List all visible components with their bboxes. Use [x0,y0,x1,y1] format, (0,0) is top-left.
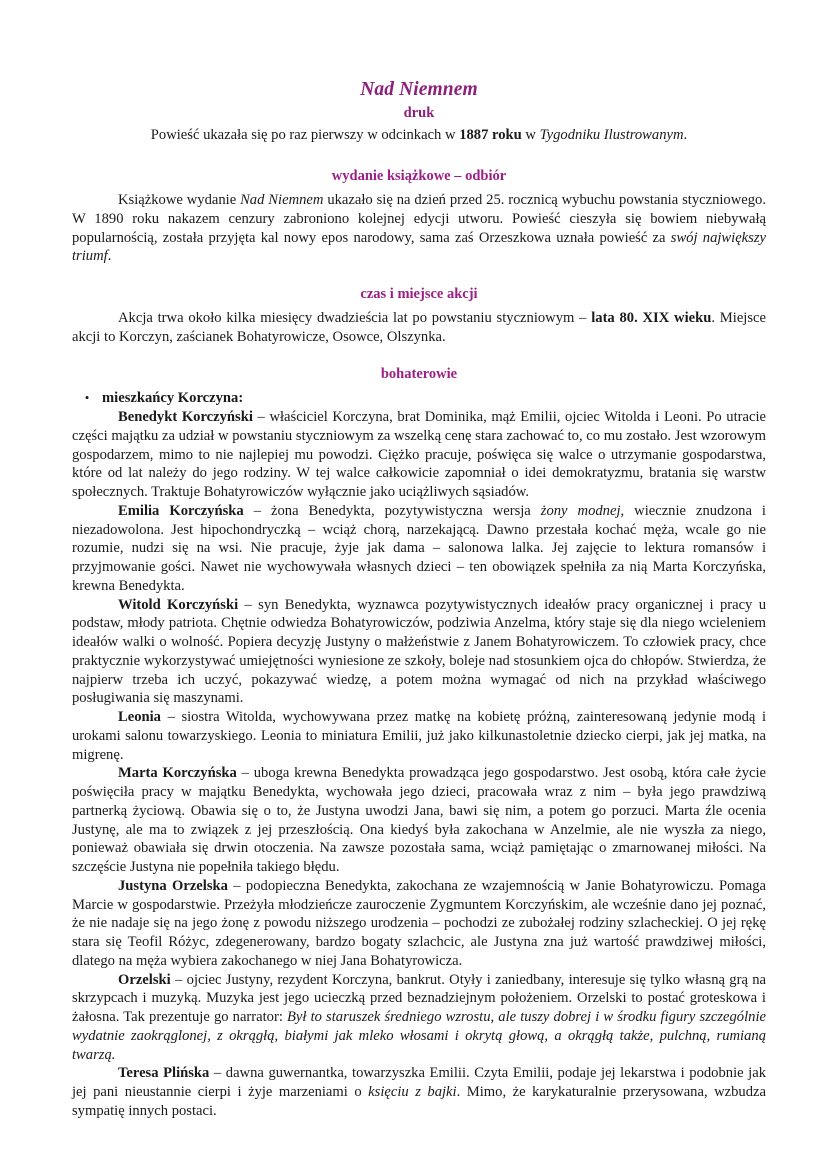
wydanie-title-italic: Nad Niemnem [240,192,324,209]
intro-text-2: w [521,126,540,143]
czas-era-bold: lata 80. XIX wieku [591,309,712,326]
character-description-part2: , wiecznie znudzona i niezadowolona. Jest hipochondryczką – wciąż chorą, narzekającą. Dawno przestała kochać męża, wcale go nie rozumie, nudzi się na wsi. Nie pracuje, żyje jak dama – salonowa lalka. Jej zajęcie to lektura romansów i przyjmowanie gości. Nawet nie wychowywała własnych dzieci – ten obowiązek spełniła za nią Marta Korczyńska, krewna Benedykta. [72,502,766,594]
character-dash: – [227,877,246,894]
bullet-label: mieszkańcy Korczyna: [102,390,244,407]
character-entry-leonia [72,708,766,764]
wydanie-triumf-italic: swój największy triumf [72,229,766,265]
character-name: Benedykt Korczyński [118,409,253,426]
character-name: Marta Korczyńska [118,765,237,782]
character-description-part1: dawna guwernantka, towarzyszka Emilii. Czyta Emilii, podaje jej lekarstwa i podobnie jak jej pani nieustannie cierpi i żyje marzeniami o [72,1065,766,1101]
character-description-part2: . Mimo, że karykaturalnie przerysowana, wzbudza sympatię innych postaci. [72,1084,766,1119]
character-description-italic: żony modnej [540,502,621,519]
spacer [72,144,766,167]
character-description: właściciel Korczyna, brat Dominika, mąż Emilii, ojciec Witolda i Leoni. Po utracie części majątku za udział w powstaniu styczniowym za wszelką cenę stara zachować to, co mu zostało. Jest wzorowym gospodarzem, mimo to nie najlepiej mu powodzi. Ciężko pracuje, poświęca się walce o utrzymanie gospodarstwa, które od lat należy do jego rodziny. W tej walce całkowicie zapomniał o idei demokratyzmu, bratania się warstw społecznych. Traktuje Bohatyrowiczów wyłącznie jako uciążliwych sąsiadów. [72,409,766,501]
character-dash: – [238,596,259,613]
section-body-czas [72,309,766,347]
spacer [72,346,766,365]
wydanie-text-2: ukazało się na dzień przed 25. rocznicą wybuchu powstania styczniowego. W 1890 roku nakazem cenzury zabroniono kolejnej edycji utworu. Powieść cieszyła się bowiem niebywałą popularnością, została przyjęta kal nowy epos narodowy, sama zaś Orzeszkowa uznała powieść za [72,192,766,246]
section-heading-wydanie: wydanie książkowe – odbiór [331,168,507,185]
wydanie-text-1: Książkowe wydanie [118,192,241,209]
character-description-part1: ojciec Justyny, rezydent Korczyna, bankrut. Otyły i zaniedbany, interesuje się tylko własną grą na skrzypcach i muzyką. Muzyka jest jego ucieczką przed beznadziejnym położeniem. Orzelski to postać groteskowa i żałosna. Tak prezentuje go narrator: [72,971,767,1026]
character-entry-benedykt [72,408,766,502]
character-description: podopieczna Benedykta, zakochana ze wzajemnością w Janie Bohatyrowiczu. Pomaga Marcie w gospodarstwie. Przeżyła młodzieńcze zauroczenie Zygmuntem Korczyńskim, ale wcześnie dano jej poznać, że nie nadaje się na jego żonę z powodu niższego urodzenia – pochodzi ze zubożałej rodziny szlacheckiej. O jej rękę stara się Teofil Różyc, zdegenerowany, bardzo bogaty szlachcic, ale Justyna zna już wartość prawdziwej miłości, dlatego na męża wybiera zakochanego w niej Jana Bohatyrowicza. [72,877,766,969]
character-name: Teresa Plińska [118,1065,210,1082]
character-entry-marta [72,764,766,877]
czas-text-2: . Miejsce akcji to Korczyn, zaścianek Bohatyrowicze, Osowce, Olszynka. [72,309,766,345]
character-entry-justyna [72,877,766,971]
character-dash: – [252,409,270,426]
character-dash: – [236,765,254,782]
section-heading-bohaterowie: bohaterowie [380,366,458,383]
intro-text-1: Powieść ukazała się po raz pierwszy w odcinkach w [150,126,460,143]
character-description-italic: księciu z bajki [368,1084,457,1101]
character-entry-witold [72,596,766,709]
character-description: syn Benedykta, wyznawca pozytywistycznych ideałów pracy organicznej i pracy u podstaw, młody patriota. Chętnie odwiedza Bohatyrowiczów, podziwia Anzelma, który staje się dla niego wcieleniem ideałów walki o wolność. Popiera decyzję Justyny o małżeństwie z Janem Bohatyrowiczem. To człowiek pracy, chce praktycznie wykorzystywać umiejętności wyniesione ze szkoły, boleje nad stosunkiem ojca do chłopów. Stwierdza, że najpierw trzeba ich uczyć, pokazywać wiedzę, a potem można wymagać od nich na przykład właściwego posługiwania się maszynami. [72,596,766,707]
czas-text-1: Akcja trwa około kilka miesięcy dwadzieścia lat po powstaniu styczniowym – [118,309,592,326]
bullet-icon: • [84,390,90,406]
intro-text-3: . [683,126,688,143]
intro-periodical: Tygodniku Ilustrowanym [539,126,684,143]
character-description-part1: żona Benedykta, pozytywistyczna wersja [271,502,541,519]
character-dash: – [170,971,187,988]
section-heading-czas: czas i miejsce akcji [360,286,478,303]
intro-paragraph [72,126,766,145]
document-subtitle: druk [403,105,435,122]
list-item-mieszkancy [72,389,766,408]
section-body-wydanie [72,191,766,266]
spacer [72,266,766,285]
intro-year: 1887 roku [459,126,522,143]
character-dash: – [160,709,182,726]
character-entry-teresa [72,1064,766,1120]
character-entry-emilia [72,502,766,596]
character-name: Orzelski [118,971,171,988]
page-title: Nad Niemnem [360,79,478,100]
character-description: uboga krewna Benedykta prowadząca jego gospodarstwo. Jest osobą, która całe życie poświęciła pracy w majątku Benedykta, wychowała jego dzieci, pracowała wraz z nim – była jego prawdziwą partnerką życiową. Obawia się o to, że Justyna uwodzi Jana, bawi się nim, a potem go porzuci. Marta źle ocenia Justynę, ale ma to związek z jej przeszłością. Ona kiedyś była zakochana w Anzelmie, ale nie wyszła za niego, ponieważ obawiała się drwin otoczenia. Na zawsze pozostała sama, wciąż pamiętając o zmarnowanej miłości. Na szczęście Justyna nie popełniła takiego błędu. [72,765,767,876]
character-dash: – [209,1065,226,1082]
wydanie-text-3: . [107,248,112,265]
character-name: Leonia [118,709,161,726]
character-name: Witold Korczyński [118,596,239,613]
character-name: Justyna Orzelska [118,877,228,894]
character-dash: – [243,502,271,519]
character-name: Emilia Korczyńska [118,502,244,519]
character-quote-italic: Był to staruszek średniego wzrostu, ale tuszy dobrej i w środku figury szczególnie wydatnie zaokrąglonej, z okrągłą, białymi jak mleko włosami i okrytą głową, a okrągłą także, pulchną, rumianą twarzą. [72,1009,766,1063]
character-description: siostra Witolda, wychowywana przez matkę na kobietę próżną, zainteresowaną jedynie modą i urokami salonu towarzyskiego. Leonia to miniatura Emilii, już jako kilkunastoletnie dziecko cierpi, jak jej matka, na migrenę. [72,709,766,763]
character-entry-orzelski [72,971,766,1065]
